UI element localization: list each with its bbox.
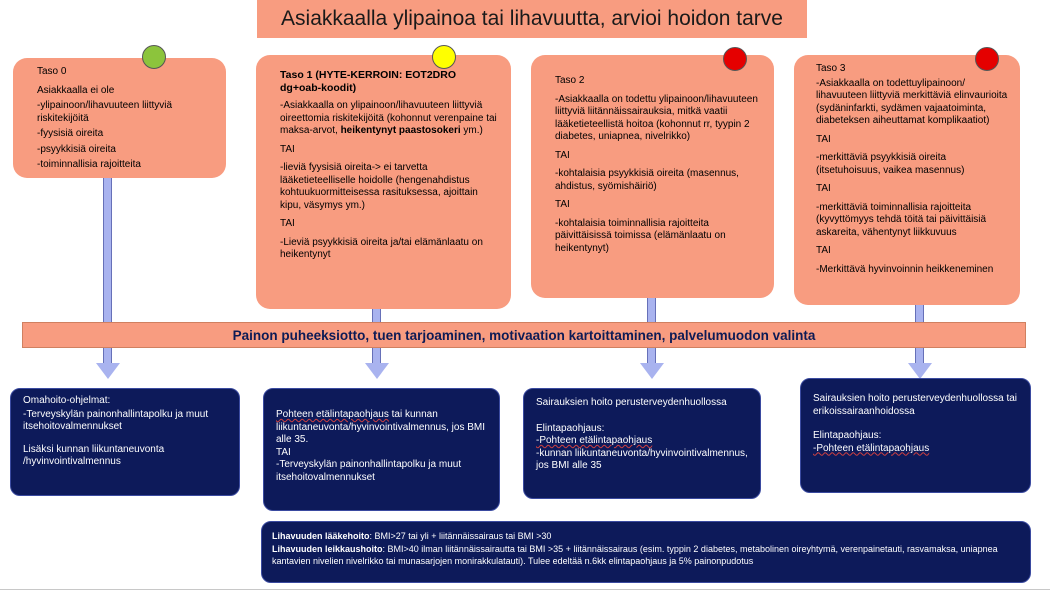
outcome-box-level-0 — [10, 388, 240, 496]
yellow-status-indicator — [432, 45, 456, 69]
level-3-text: -merkittäviä psyykkisiä oireita (itsetuhoisuus, vaikea masennus) — [816, 152, 965, 176]
page-title: Asiakkaalla ylipainoa tai lihavuutta, arvioi hoidon tarve — [257, 0, 807, 38]
arrow-down-icon — [640, 363, 664, 379]
process-bar: Painon puheeksiotto, tuen tarjoaminen, motivaation kartoittaminen, palvelumuodon valinta — [22, 322, 1026, 348]
surgery-text: Lihavuuden leikkaushoito: BMI>40 ilman liitännäissairautta tai BMI >35 + liitännäissairaus (esim. typpin 2 diabetes, metabolinen oireyhtymä, verenpainetauti, rasvamaksa, uniapnea kantavien nivelien nivelrikko tai munasarjojen monirakkulatauti). Tulee edeltää n.6kk elintapaohjaus ja 5% painonpudotus — [272, 543, 998, 566]
level-1-text: -Asiakkaalla on ylipainoon/lihavuuteen liittyviä oireettomia riskitekijöitä (kohonnut verenpaine tai maksa-arvot, heikentynyt paastosokeri ym.) — [280, 100, 497, 136]
arrow-down-icon — [908, 363, 932, 379]
level-0-line: -fyysisiä oireita — [37, 128, 104, 139]
divider — [0, 589, 1050, 590]
level-1-or: TAI — [280, 143, 295, 155]
connector-level2 — [647, 298, 656, 324]
level-1-heading: Taso 1 (HYTE-KERROIN: EOT2DRO dg+oab-koodit) — [280, 69, 456, 94]
connector-level0 — [103, 178, 112, 324]
level-3-text: -Asiakkaalla on todettuylipainoon/ lihavuuteen liittyviä merkittäviä elinvaurioita (sydäninfarkti, sydämen vajaatoiminta, diabeteksen aiheuttamat komplikaatiot) — [816, 77, 1008, 126]
treatment-info-box — [261, 521, 1031, 583]
outcome-box-level-3 — [800, 378, 1031, 493]
outcome-text: -Pohteen etälintapaohjaus — [536, 435, 653, 446]
level-0-box — [13, 58, 226, 178]
level-3-or: TAI — [816, 183, 831, 194]
outcome-text: -Pohteen etälintapaohjaus — [813, 442, 930, 454]
level-2-or: TAI — [555, 149, 570, 161]
outcome-text: Elintapaohjaus: — [536, 422, 605, 434]
level-0-heading: Taso 0 — [37, 66, 67, 77]
level-0-line: Asiakkaalla ei ole — [37, 84, 115, 96]
level-2-text: -Asiakkaalla on todettu ylipainoon/lihavuuteen liittyviä liitännäissairauksia, mitkä vaatii lääketieteellistä hoitoa (kohonnut rr, tyypin 2 diabetes, uniapnea, nivelrikko) — [555, 93, 758, 142]
outcome-text: Elintapaohjaus: — [813, 430, 882, 441]
level-2-heading: Taso 2 — [555, 75, 585, 86]
outcome-text: -Terveyskylän painonhallintapolku ja muut itsehoitovalmennukset — [276, 459, 462, 483]
level-1-text: -lieviä fyysisiä oireita-> ei tarvetta lääketieteelliselle hoidolle (hengenahdistus kohtuukuormitteisessa rasituksessa, ajoittain kipu, väsymys ym.) — [280, 162, 478, 211]
level-0-line: -psyykkisiä oireita — [37, 143, 116, 155]
red-status-indicator — [975, 47, 999, 71]
level-2-text: -kohtalaisia toiminnallisia rajoitteita päivittäisissä toimissa (elämänlaatu on heikentynyt) — [555, 217, 726, 254]
level-0-line: -ylipainoon/lihavuuteen liittyviä riskitekijöitä — [37, 100, 173, 124]
arrow-shaft — [915, 348, 924, 363]
outcome-text: -kunnan liikuntaneuvonta/hyvinvointivalmennus, jos BMI alle 35 — [536, 447, 748, 471]
arrow-down-icon — [365, 363, 389, 379]
red-status-indicator — [723, 47, 747, 71]
arrow-down-icon — [96, 363, 120, 379]
outcome-box-level-2 — [523, 388, 761, 499]
outcome-or: TAI — [276, 446, 291, 458]
arrow-shaft — [372, 348, 381, 363]
outcome-text: Pohteen etälintapaohjaus tai kunnan liikuntaneuvonta/hyvinvointivalmennus, jos BMI alle 35. — [276, 409, 485, 445]
outcome-text: Lisäksi kunnan liikuntaneuvonta /hyvinvointivalmennus — [23, 443, 165, 467]
outcome-text: Sairauksien hoito perusterveydenhuollossa — [536, 397, 727, 408]
level-1-text: -Lieviä psyykkisiä oireita ja/tai elämänlaatu on heikentynyt — [280, 236, 483, 260]
level-2-box — [531, 55, 774, 298]
level-3-heading: Taso 3 — [816, 63, 846, 74]
outcome-text: Sairauksien hoito perusterveydenhuollossa tai erikoissairaanhoidossa — [813, 393, 1018, 417]
arrow-shaft — [647, 348, 656, 363]
level-2-text: -kohtalaisia psyykkisiä oireita (masennus, ahdistus, syömishäiriö) — [555, 168, 739, 192]
outcome-text: -Terveyskylän painonhallintapolku ja muut itsehoitovalmennukset — [23, 408, 209, 432]
level-3-text: -Merkittävä hyvinvoinnin heikkeneminen — [816, 263, 994, 275]
outcome-box-level-1 — [263, 388, 500, 511]
level-2-or: TAI — [555, 199, 570, 210]
green-status-indicator — [142, 45, 166, 69]
level-0-line: -toiminnallisia rajoitteita — [37, 159, 141, 170]
level-3-box — [794, 55, 1020, 305]
level-1-or: TAI — [280, 218, 295, 229]
drug-treatment-text: Lihavuuden lääkehoito: BMI>27 tai yli + liitännäissairaus tai BMI >30 — [272, 531, 552, 541]
arrow-shaft — [103, 348, 112, 363]
level-1-box — [256, 55, 511, 309]
level-3-text: -merkittäviä toiminnallisia rajoitteita (kyvyttömyys tehdä töitä tai päivittäisiä askareita, vähentynyt liikkuvuus — [816, 201, 987, 238]
outcome-text: Omahoito-ohjelmat: — [23, 395, 111, 406]
level-3-or: TAI — [816, 245, 831, 256]
level-3-or: TAI — [816, 133, 831, 145]
